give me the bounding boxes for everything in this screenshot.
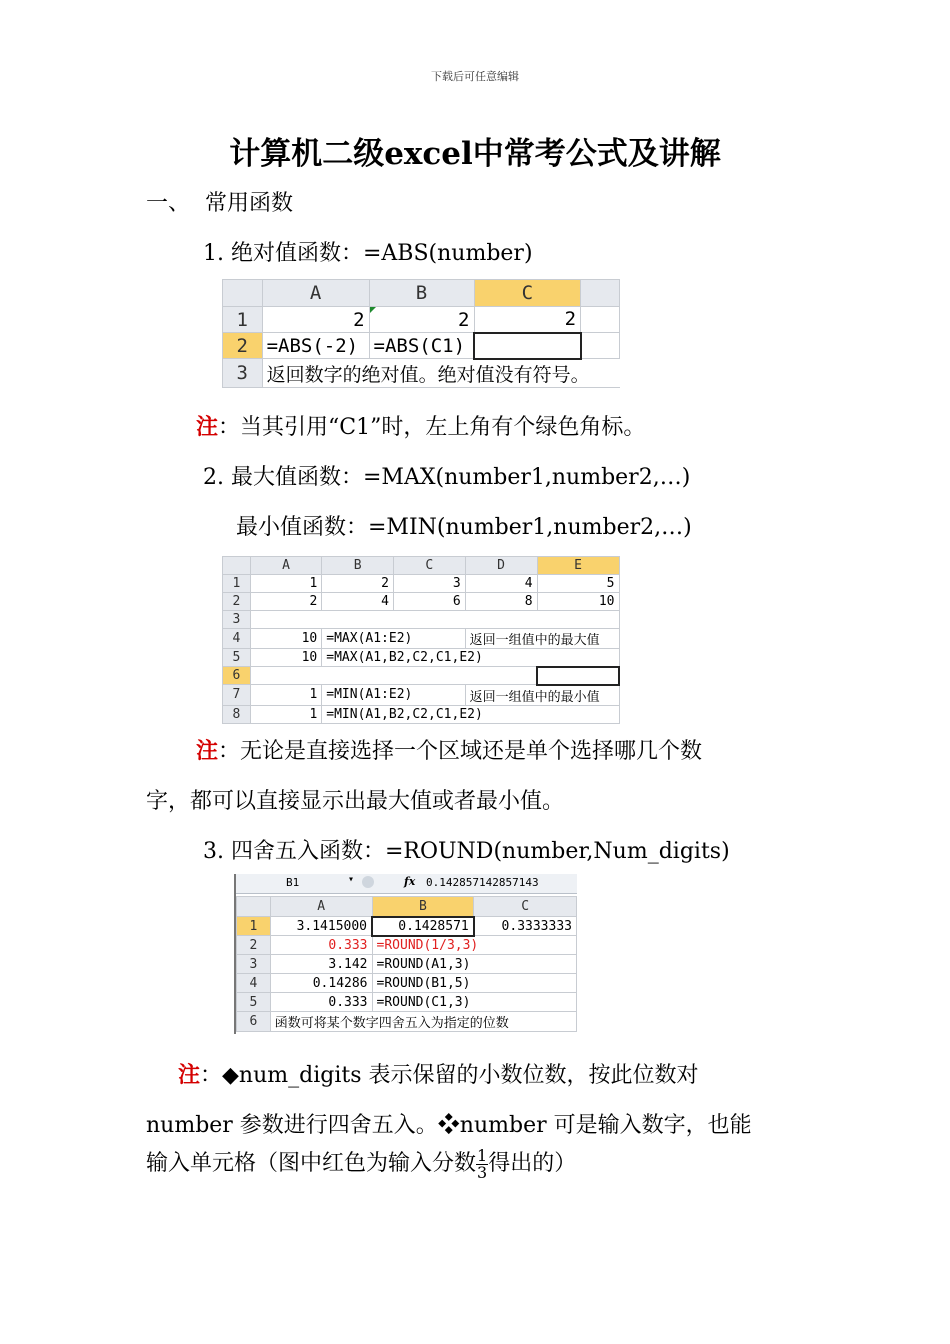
cell-b8: =MIN(A1,B2,C2,C1,E2) — [322, 705, 619, 723]
row-header-6: 6 — [223, 667, 251, 685]
cell-a5: 0.333 — [270, 993, 372, 1012]
cell-b1: 2 — [322, 575, 394, 593]
note1-mark: 注 — [196, 414, 219, 440]
col-header-b: B — [322, 557, 394, 575]
cell-a2: 0.333 — [270, 936, 372, 955]
note2-mark: 注 — [196, 738, 219, 764]
item2-heading-min: 最小值函数：=MIN(number1,number2,…) — [236, 515, 692, 540]
col-header-c: C — [393, 557, 465, 575]
note3-line3 — [146, 1146, 576, 1181]
note3-mark: 注 — [178, 1062, 201, 1088]
abs-spreadsheet — [222, 279, 620, 388]
cell-b4: =ROUND(B1,5) — [372, 974, 576, 993]
note1-text: ：当其引用“C1”时，左上角有个绿色角标。 — [218, 415, 646, 440]
cell-c2: 6 — [393, 593, 465, 611]
cell-a4: 10 — [250, 629, 321, 649]
row-header-1: 1 — [223, 307, 263, 333]
col-header-a: A — [250, 557, 321, 575]
cell-d2: 8 — [465, 593, 537, 611]
cell-b2: 4 — [322, 593, 394, 611]
note1 — [196, 410, 645, 441]
note2-text: ：无论是直接选择一个区域还是单个选择哪几个数 — [218, 739, 703, 764]
formula-value[interactable]: 0.142857142857143 — [426, 876, 539, 889]
col-header-b: B — [372, 897, 474, 917]
row-header-1: 1 — [237, 917, 271, 936]
cell-a1: 3.1415000 — [270, 917, 372, 936]
cell-b2: =ABS(C1) — [369, 333, 474, 359]
row-header-5: 5 — [223, 649, 251, 667]
note2-line2: 字，都可以直接显示出最大值或者最小值。 — [146, 789, 565, 814]
cell-a3: 3.142 — [270, 955, 372, 974]
col-header-b: B — [369, 280, 474, 307]
note3-line1: ：◆num_digits 表示保留的小数位数，按此位数对 — [200, 1063, 699, 1088]
row-header-3: 3 — [237, 955, 271, 974]
fraction-denominator: 3 — [477, 1162, 488, 1182]
col-header-blank — [581, 280, 620, 307]
green-corner-marker — [370, 307, 376, 313]
row-header-2: 2 — [223, 333, 263, 359]
cell-b1 — [369, 307, 474, 333]
cell-a8: 1 — [250, 705, 321, 723]
max-min-spreadsheet — [222, 556, 620, 724]
page-header: 下载后可任意编辑 — [431, 70, 519, 83]
col-header-e: E — [537, 557, 619, 575]
row-header-1: 1 — [223, 575, 251, 593]
col-header-a: A — [262, 280, 369, 307]
item3-heading: 3. 四舍五入函数：=ROUND(number,Num_digits) — [203, 839, 730, 864]
round-spreadsheet — [236, 896, 577, 1032]
cell-b3: =ROUND(A1,3) — [372, 955, 576, 974]
section-number: 一、 — [146, 191, 191, 216]
cell-a3: 返回数字的绝对值。绝对值没有符号。 — [262, 359, 619, 388]
row-header-2: 2 — [237, 936, 271, 955]
item1-heading: 1. 绝对值函数：=ABS(number) — [203, 241, 533, 266]
cell-b4: =MAX(A1:E2) — [322, 629, 465, 649]
corner-cell — [223, 557, 251, 575]
col-header-c: C — [474, 897, 577, 917]
row-header-2: 2 — [223, 593, 251, 611]
fraction — [476, 1145, 488, 1182]
name-box[interactable]: B1 — [286, 876, 300, 889]
row-header-4: 4 — [223, 629, 251, 649]
cell-a5: 10 — [250, 649, 321, 667]
row-6-empty — [250, 667, 537, 685]
fx-icon[interactable]: fx — [404, 875, 416, 888]
cell-e1: 5 — [537, 575, 619, 593]
cell-c1: 3 — [393, 575, 465, 593]
cell-a2: 2 — [250, 593, 321, 611]
cell-c1: 2 — [474, 307, 581, 333]
row-header-6: 6 — [237, 1012, 271, 1032]
cell-b1-value: 2 — [458, 308, 470, 331]
cell-b5: =MAX(A1,B2,C2,C1,E2) — [322, 649, 619, 667]
cell-d2 — [581, 333, 620, 359]
cell-b5: =ROUND(C1,3) — [372, 993, 576, 1012]
col-header-d: D — [465, 557, 537, 575]
cell-d4: 返回一组值中的最大值 — [465, 629, 619, 649]
cell-a7: 1 — [250, 685, 321, 706]
cell-a1: 1 — [250, 575, 321, 593]
cell-a6: 函数可将某个数字四舍五入为指定的位数 — [270, 1012, 576, 1032]
cell-b7: =MIN(A1:E2) — [322, 685, 465, 706]
item2-heading: 2. 最大值函数：=MAX(number1,number2,…) — [203, 465, 691, 490]
cell-d1 — [581, 307, 620, 333]
page-title: 计算机二级excel中常考公式及讲解 — [229, 136, 721, 172]
col-header-c: C — [474, 280, 581, 307]
row-header-7: 7 — [223, 685, 251, 706]
corner-cell — [223, 280, 263, 307]
cell-a4: 0.14286 — [270, 974, 372, 993]
cell-a2: =ABS(-2) — [262, 333, 369, 359]
round-spreadsheet-window — [234, 874, 579, 1034]
cell-a1: 2 — [262, 307, 369, 333]
note3-line2: number 参数进行四舍五入。❖number 可是输入数字，也能 — [146, 1113, 752, 1138]
circle-icon — [362, 876, 374, 888]
row-header-4: 4 — [237, 974, 271, 993]
cell-d7: 返回一组值中的最小值 — [465, 685, 619, 706]
cell-c2-selected — [474, 333, 581, 359]
cell-b2: =ROUND(1/3,3) — [372, 936, 576, 955]
note3-line3-end: 得出的） — [488, 1151, 577, 1176]
formula-bar — [236, 874, 577, 894]
note3 — [178, 1058, 699, 1089]
cell-d1: 4 — [465, 575, 537, 593]
section-label: 常用函数 — [205, 191, 294, 216]
note2 — [196, 734, 702, 765]
chevron-down-icon[interactable]: ▾ — [348, 874, 355, 885]
section-heading — [146, 186, 293, 217]
note3-line3-start: 输入单元格（图中红色为输入分数 — [146, 1151, 477, 1176]
fraction-numerator: 1 — [477, 1145, 488, 1165]
cell-e2: 10 — [537, 593, 619, 611]
row-header-3: 3 — [223, 611, 251, 629]
corner-cell — [237, 897, 271, 917]
row-header-3: 3 — [223, 359, 263, 388]
row-header-5: 5 — [237, 993, 271, 1012]
cell-b1-selected: 0.1428571 — [372, 917, 474, 936]
row-3-empty — [250, 611, 619, 629]
col-header-a: A — [270, 897, 372, 917]
cell-c1: 0.3333333 — [474, 917, 577, 936]
cell-e6-selected — [537, 667, 619, 685]
row-header-8: 8 — [223, 705, 251, 723]
